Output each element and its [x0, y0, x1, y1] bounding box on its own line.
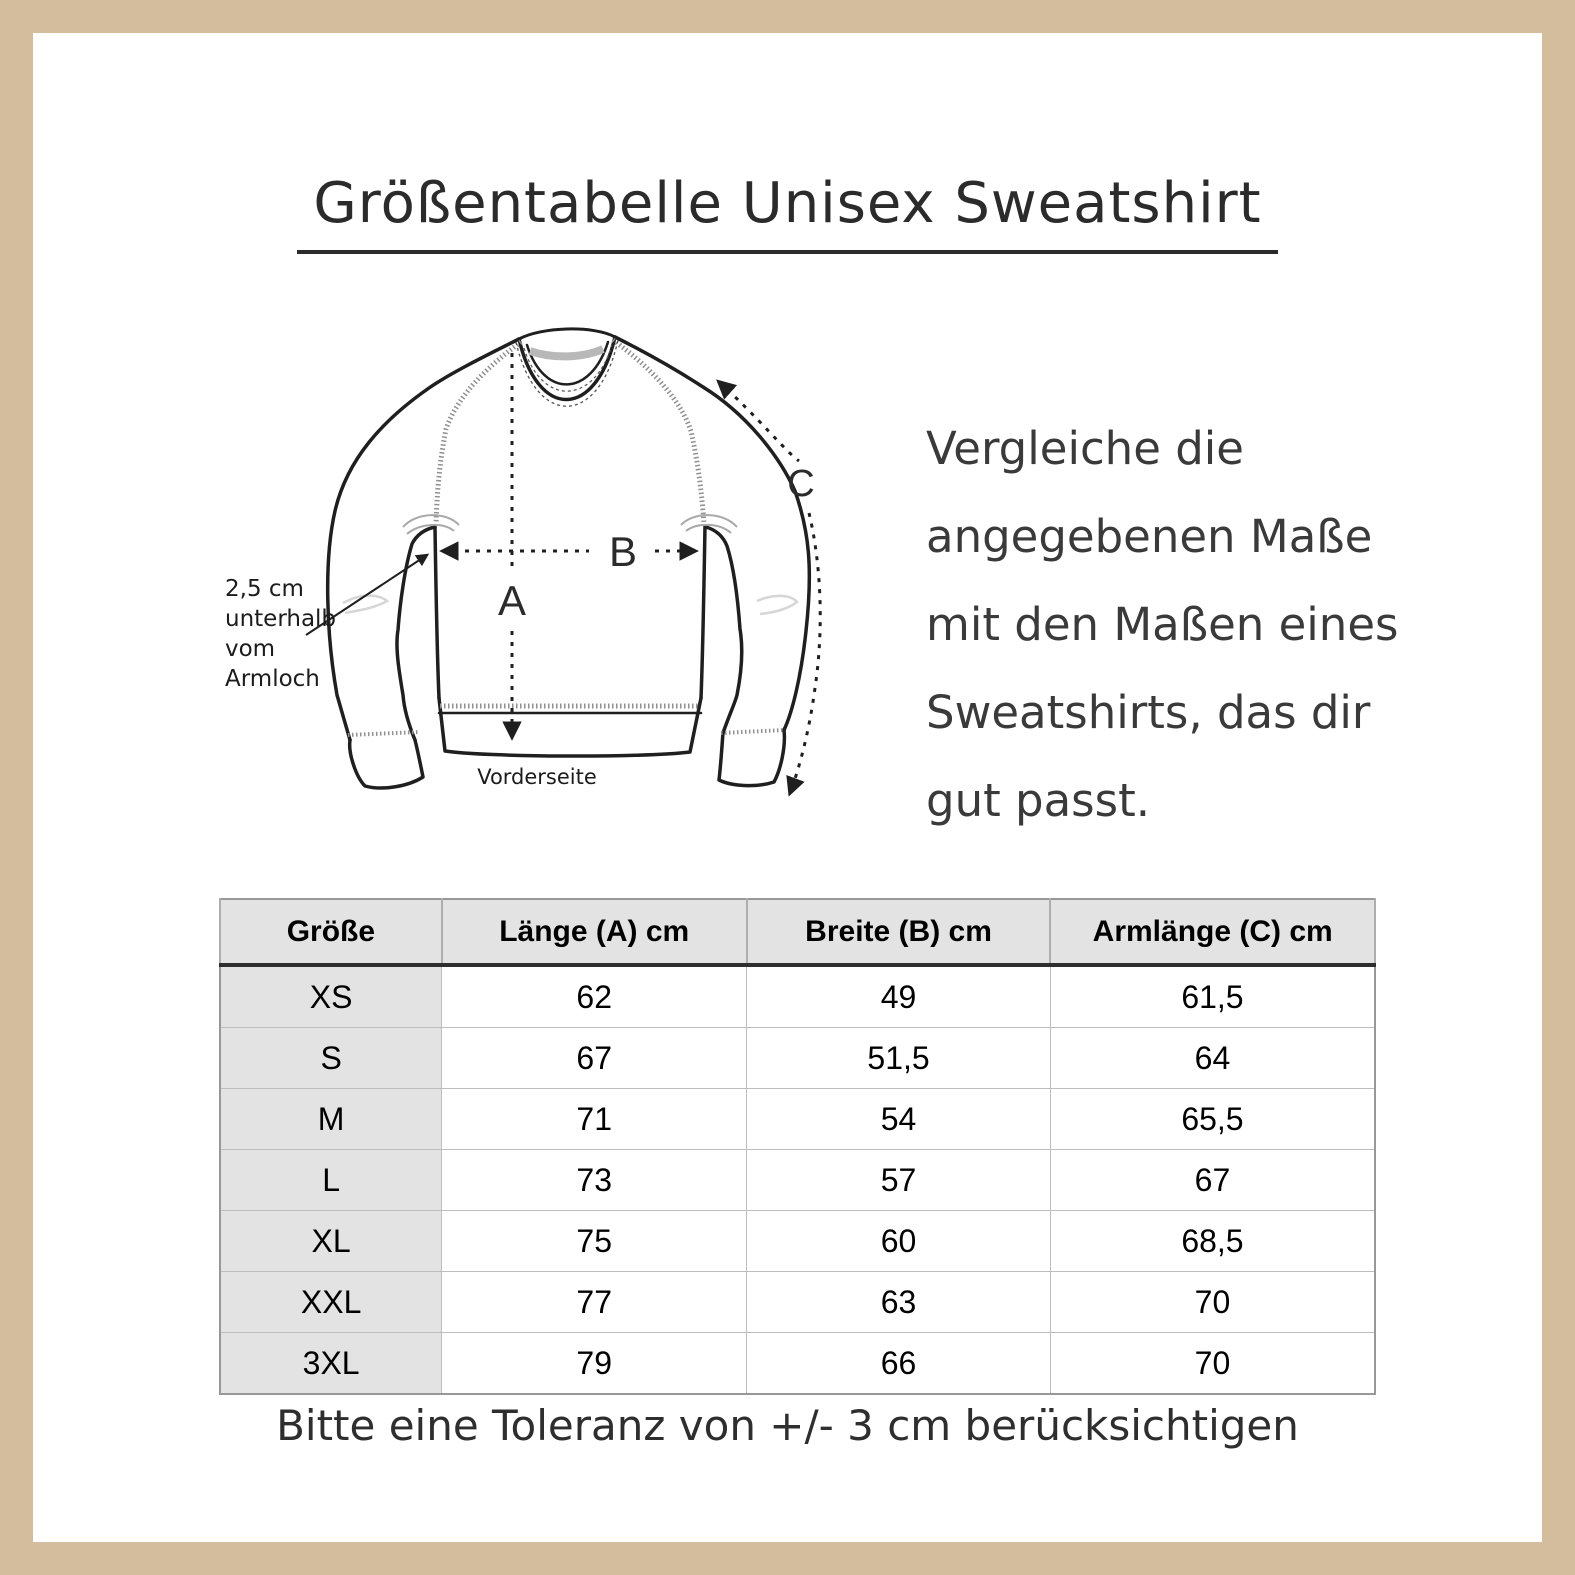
- intro-line: mit den Maßen eines: [926, 598, 1399, 651]
- cell-width: 51,5: [747, 1028, 1051, 1089]
- table-row: [220, 965, 1375, 1028]
- table-row: [220, 1333, 1375, 1395]
- table-row: [220, 1272, 1375, 1333]
- cell-width: 54: [747, 1089, 1051, 1150]
- cell-arm: 65,5: [1050, 1089, 1375, 1150]
- armhole-note-line: unterhalb: [225, 606, 337, 632]
- cell-length: 71: [442, 1089, 747, 1150]
- cell-size: XXL: [220, 1272, 442, 1333]
- cell-arm: 67: [1050, 1150, 1375, 1211]
- cell-arm: 64: [1050, 1028, 1375, 1089]
- cell-length: 77: [442, 1272, 747, 1333]
- cell-width: 66: [747, 1333, 1051, 1395]
- front-side-caption: Vorderseite: [477, 765, 597, 789]
- cell-width: 63: [747, 1272, 1051, 1333]
- cell-length: 79: [442, 1333, 747, 1395]
- col-header-length: Länge (A) cm: [442, 899, 747, 965]
- intro-line: angegebenen Maße: [926, 510, 1373, 563]
- cell-size: XL: [220, 1211, 442, 1272]
- armhole-note-line: vom: [225, 636, 276, 662]
- size-table: [219, 898, 1376, 1395]
- page-title: [33, 171, 1542, 254]
- table-row: [220, 1211, 1375, 1272]
- intro-paragraph: [926, 405, 1436, 845]
- cell-length: 75: [442, 1211, 747, 1272]
- cell-size: M: [220, 1089, 442, 1150]
- armhole-note: [225, 574, 336, 694]
- sweatshirt-diagram: [150, 278, 863, 823]
- label-a: A: [497, 577, 527, 624]
- cell-width: 57: [747, 1150, 1051, 1211]
- table-row: [220, 1089, 1375, 1150]
- table-row: [220, 1150, 1375, 1211]
- label-c: C: [787, 463, 815, 505]
- page-title-text: Größentabelle Unisex Sweatshirt: [297, 171, 1277, 254]
- col-header-width: Breite (B) cm: [747, 899, 1051, 965]
- cell-size: S: [220, 1028, 442, 1089]
- intro-line: Vergleiche die: [926, 422, 1244, 475]
- intro-line: gut passt.: [926, 774, 1151, 827]
- cell-size: XS: [220, 965, 442, 1028]
- table-row: [220, 1028, 1375, 1089]
- cell-arm: 70: [1050, 1333, 1375, 1395]
- tolerance-note: Bitte eine Toleranz von +/- 3 cm berücksichtigen: [276, 1401, 1299, 1450]
- col-header-arm: Armlänge (C) cm: [1050, 899, 1375, 965]
- label-b: B: [608, 528, 638, 575]
- cell-arm: 68,5: [1050, 1211, 1375, 1272]
- cell-arm: 61,5: [1050, 965, 1375, 1028]
- armhole-note-line: Armloch: [225, 666, 320, 692]
- table-header-row: [220, 899, 1375, 965]
- cell-width: 49: [747, 965, 1051, 1028]
- cell-length: 73: [442, 1150, 747, 1211]
- intro-line: Sweatshirts, das dir: [926, 686, 1371, 739]
- col-header-size: Größe: [220, 899, 442, 965]
- armhole-note-line: 2,5 cm: [225, 576, 304, 602]
- cell-size: L: [220, 1150, 442, 1211]
- content-area: [33, 33, 1542, 1542]
- dimension-c-lower: [790, 513, 820, 793]
- cell-length: 67: [442, 1028, 747, 1089]
- cell-arm: 70: [1050, 1272, 1375, 1333]
- dimension-c-upper: [719, 382, 799, 461]
- cell-size: 3XL: [220, 1333, 442, 1395]
- cell-length: 62: [442, 965, 747, 1028]
- cell-width: 60: [747, 1211, 1051, 1272]
